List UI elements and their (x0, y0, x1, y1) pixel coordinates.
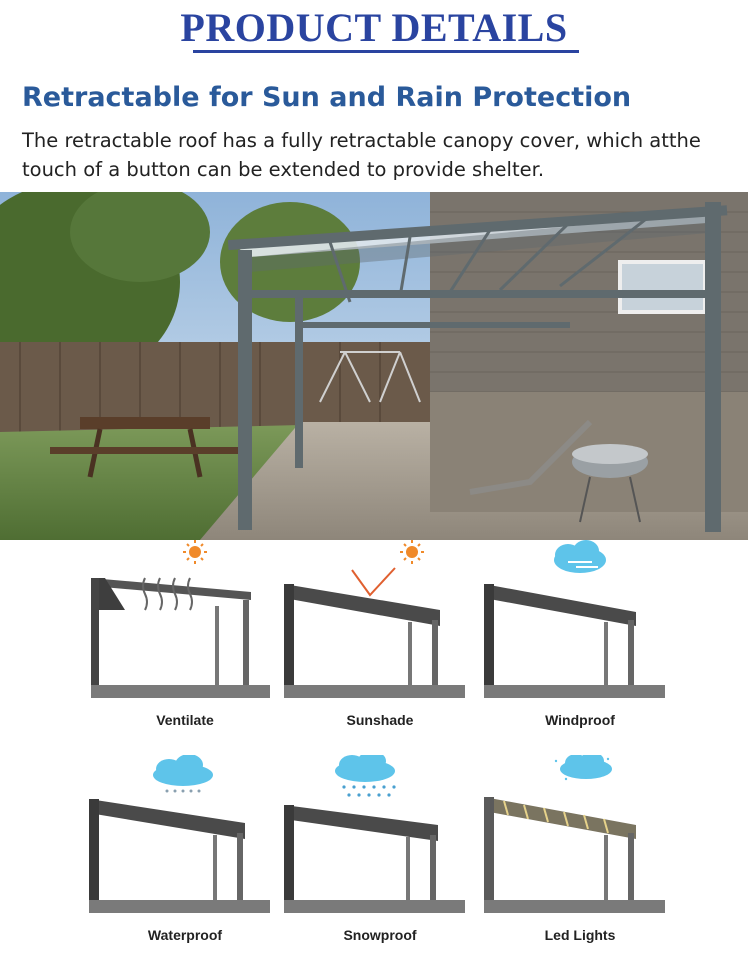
features-grid (0, 540, 748, 960)
feature-label-windproof: Windproof (545, 712, 615, 728)
feature-sunshade (280, 540, 480, 730)
feature-label-sunshade: Sunshade (346, 712, 414, 728)
feature-waterproof (85, 755, 285, 945)
sun-icon (183, 540, 207, 564)
pergola-photo (0, 192, 748, 540)
page-title: PRODUCT DETAILS (180, 5, 568, 50)
section-description: The retractable roof has a fully retractable canopy cover, which atthe touch of a button can be extended to provide shelter. (22, 129, 701, 181)
feature-led-lights (480, 755, 680, 945)
section-title: Retractable for Sun and Rain Protection (22, 82, 632, 113)
feature-label-waterproof: Waterproof (147, 927, 223, 943)
feature-snowproof (280, 755, 480, 945)
storm-cloud-icon (554, 540, 606, 573)
title-underline (193, 50, 579, 53)
feature-label-ventilate: Ventilate (156, 712, 214, 728)
cloud-icon (555, 755, 612, 780)
sun-icon (400, 540, 424, 564)
header (0, 0, 748, 60)
rain-cloud-icon (153, 755, 213, 793)
feature-label-led-lights: Led Lights (544, 927, 616, 943)
snow-cloud-icon (335, 755, 396, 797)
feature-windproof (480, 540, 680, 730)
feature-label-snowproof: Snowproof (343, 927, 417, 943)
feature-ventilate (85, 540, 285, 730)
